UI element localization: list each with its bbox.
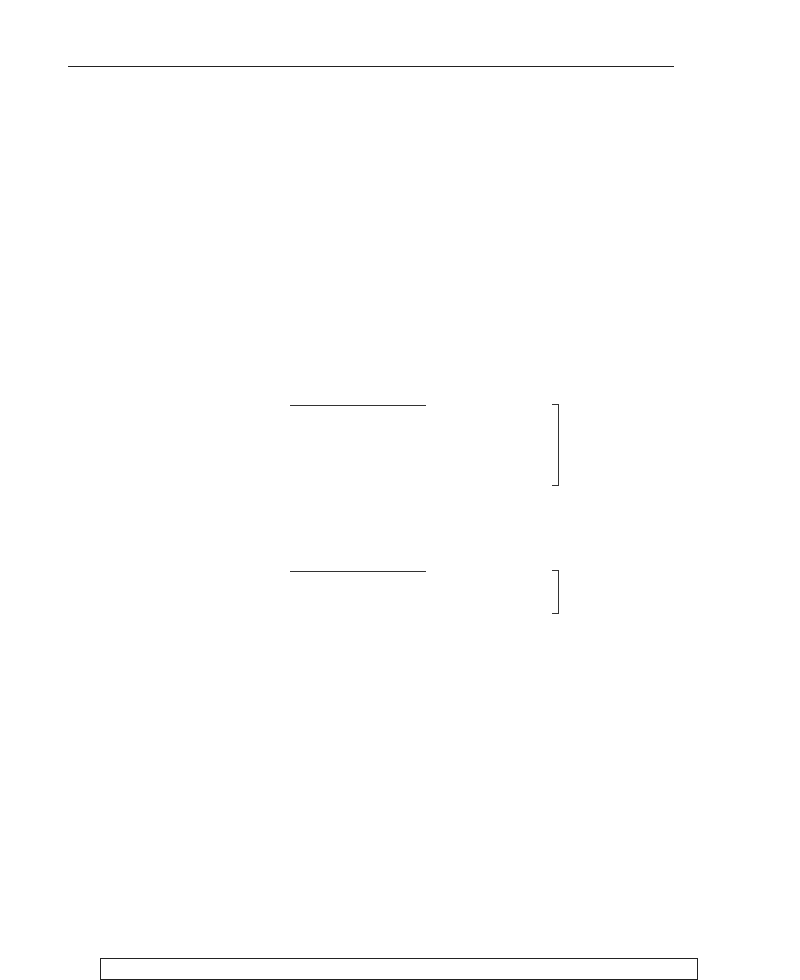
header-rule xyxy=(68,66,674,67)
group-1-row xyxy=(0,397,800,418)
section-3-heading xyxy=(68,95,84,110)
group-2-line xyxy=(290,571,426,572)
table-header-row xyxy=(0,146,800,167)
bottom-box xyxy=(100,958,698,980)
group-2-bracket xyxy=(552,570,559,614)
group-1-bracket xyxy=(552,404,559,486)
section-4-heading xyxy=(68,700,84,715)
group-1-line xyxy=(290,405,426,406)
group-2-row xyxy=(0,563,800,584)
